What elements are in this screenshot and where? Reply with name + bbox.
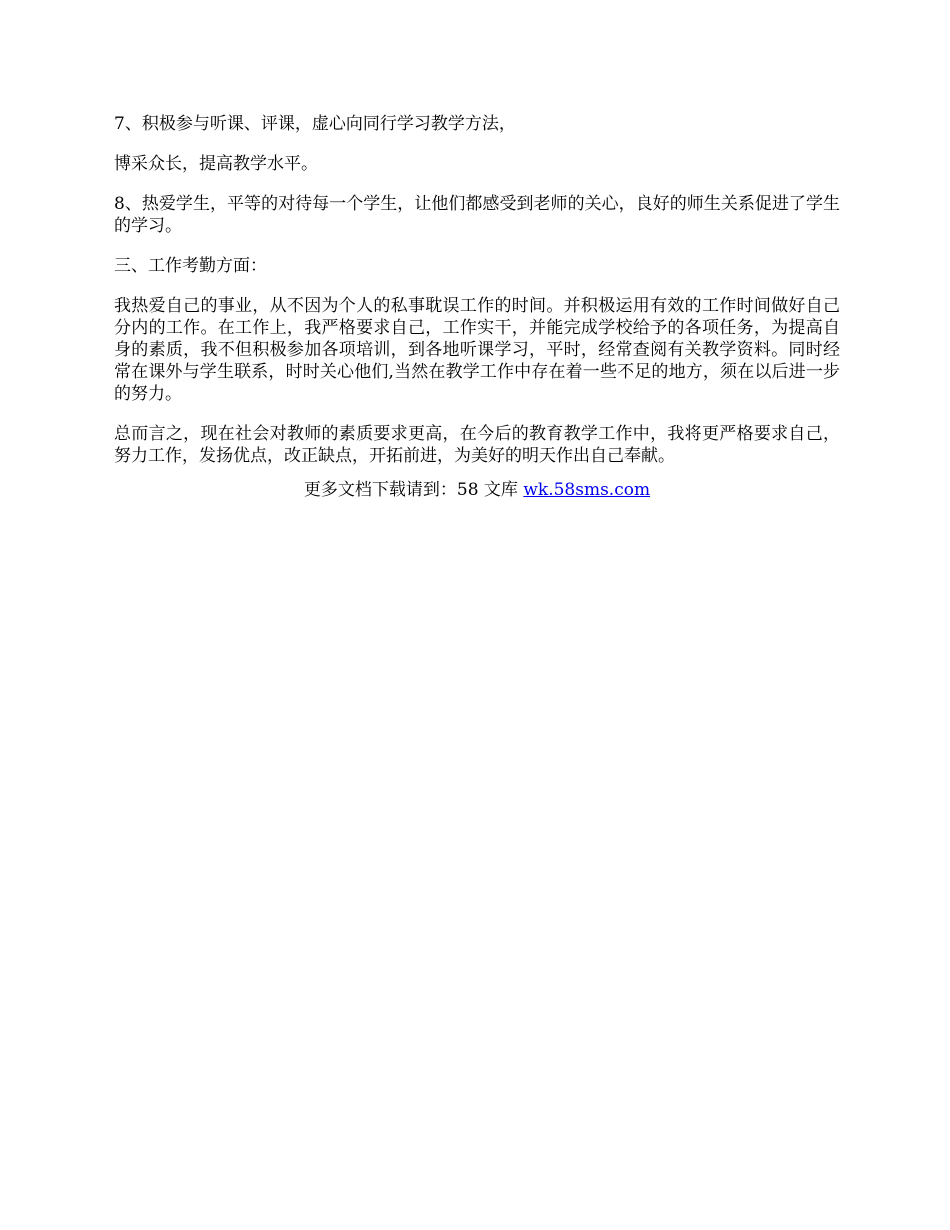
footer-prefix: 更多文档下载请到：58 文库 — [303, 480, 524, 500]
footer-download-note — [114, 479, 840, 501]
footer-link[interactable]: wk.58sms.com — [523, 480, 651, 500]
paragraph-item-8: 8、热爱学生，平等的对待每一个学生，让他们都感受到老师的关心，良好的师生关系促进了学生的学习。 — [114, 194, 840, 236]
paragraph-item-7: 7、积极参与听课、评课，虚心向同行学习教学方法， — [114, 114, 516, 134]
paragraph-conclusion: 总而言之，现在社会对教师的素质要求更高，在今后的教育教学工作中，我将更严格要求自己，努力工作，发扬优点，改正缺点，开拓前进，为美好的明天作出自己奉献。 — [114, 424, 840, 466]
paragraph-attendance: 我热爱自己的事业，从不因为个人的私事耽误工作的时间。并积极运用有效的工作时间做好自己分内的工作。在工作上，我严格要求自己，工作实干，并能完成学校给予的各项任务，为提高自身的素质，我不但积极参加各项培训，到各地听课学习，平时，经常查阅有关教学资料。同时经常在课外与学生联系，时时关心他们,当然在教学工作中存在着一些不足的地方，须在以后进一步的努力。 — [114, 296, 840, 404]
document-page — [114, 113, 840, 501]
paragraph-item-7-continued: 博采众长，提高教学水平。 — [114, 154, 318, 174]
section-heading-attendance: 三、工作考勤方面： — [114, 256, 267, 276]
